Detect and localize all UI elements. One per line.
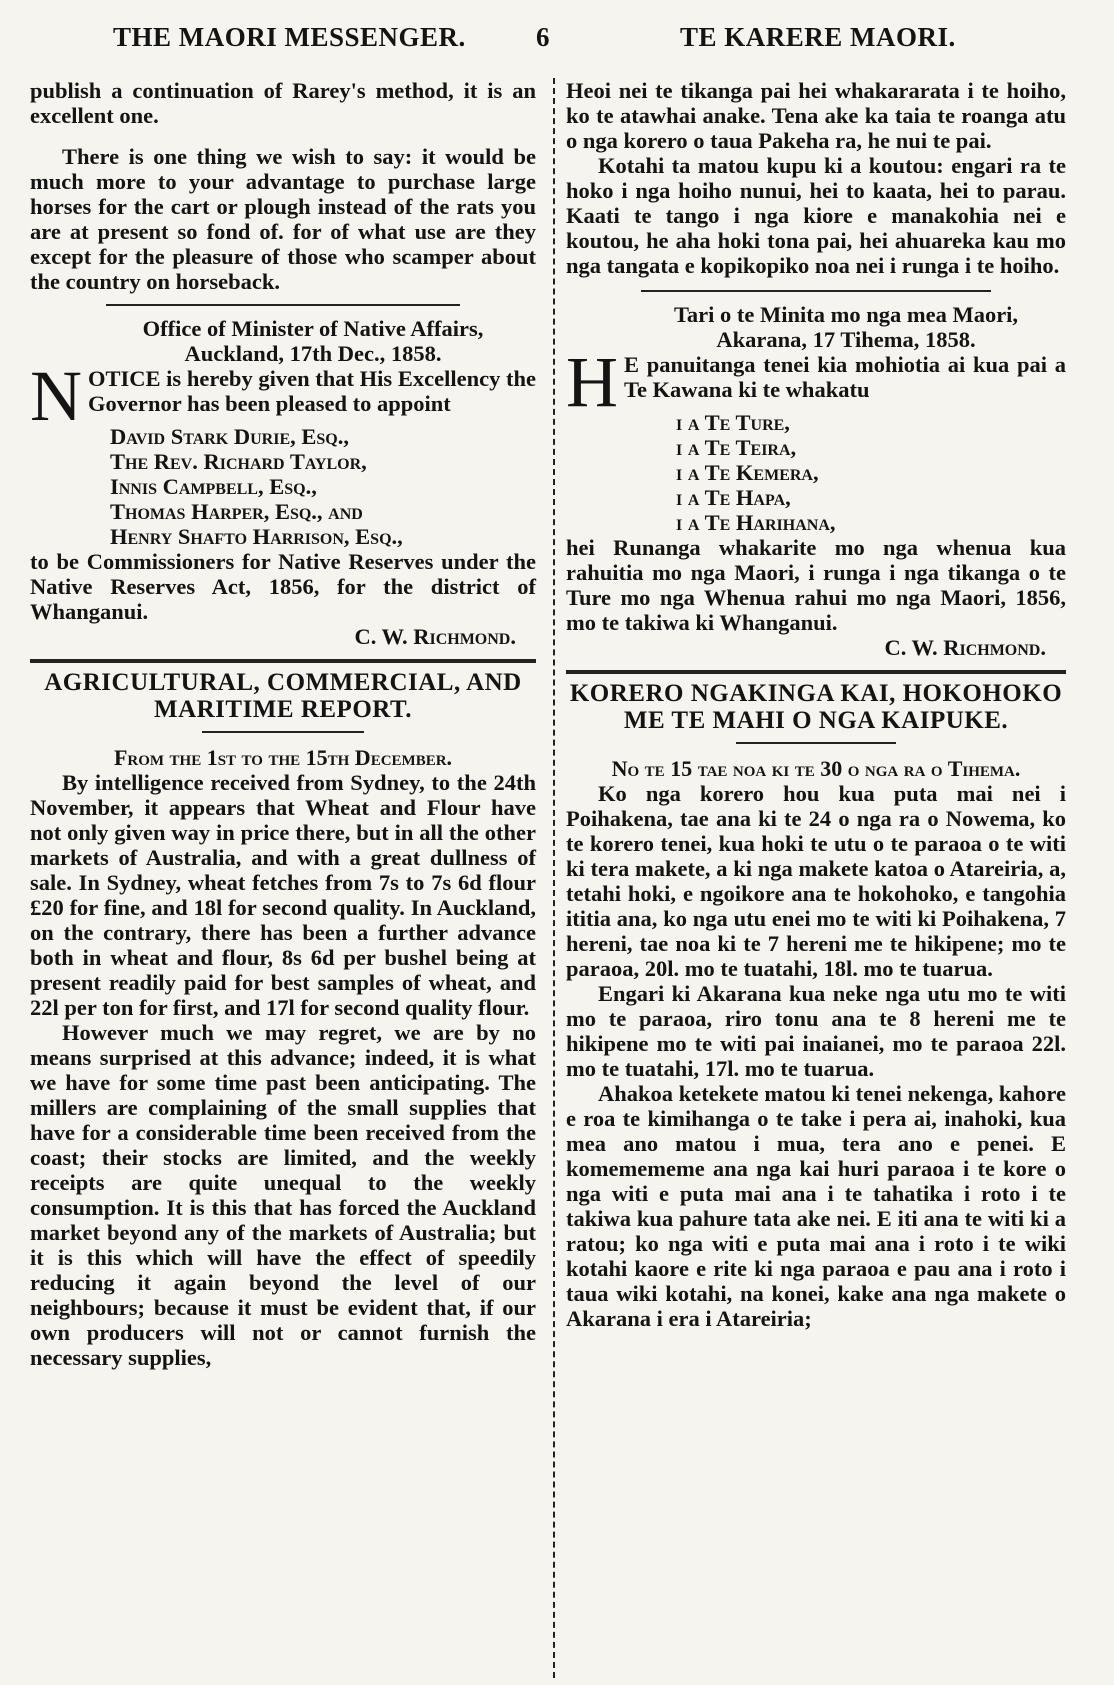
list-item: i a Te Kemera, [676, 460, 819, 485]
maori-column [566, 78, 1066, 1331]
notice-opening [566, 342, 1066, 422]
notice-date-line: Akarana, 17 Tihema, 1858. [716, 327, 976, 352]
list-item: Henry Shafto Harrison, Esq., [110, 524, 403, 549]
report-paragraph: Ko nga korero hou kua puta mai nei i Poihakena, tae ana ki te 24 o nga ra o Nowema, ko te korero tenei, kua hoki te utu o te paraoa o te witi ki tera makete, a ki nga makete katoa o Atareiria, a, tetahi hoki, e ngoikore ana te hokohoko, e tangohia ititia ana, ko nga utu enei mo te witi ki Poihakena, 7 hereni, tae noa ki te 7 hereni me te hikipene; mo te paraoa, 20l. mo te tuatahi, 18l. mo te tuarua. [566, 781, 1066, 981]
list-item: i a Te Teira, [676, 435, 797, 460]
drop-cap: H [566, 342, 618, 422]
section-divider [566, 670, 1066, 674]
list-item: i a Te Hapa, [676, 485, 791, 510]
report-paragraph: Ahakoa ketekete matou ki tenei nekenga, kahore e roa te kimihanga o te take i pera ai, inahoki, kua mea ano matou i mua, tera ano e penei. E komemememe ana nga kai huri paraoa i te kore o nga witi e puta mai ana i te tahatika i roto i te takiwa kua pahure tata ake nei. E iti ana te witi ki a ratou; ko nga witi e puta mai ana i roto i te wiki kotahi kaore e rite ki nga paraoa e pau ana i roto i taua wiki kotahi, na konei, kake ana nga makete o Akarana i era i Atareiria; [566, 1081, 1066, 1331]
list-item: i a Te Harihana, [676, 510, 836, 535]
commissioner-names [30, 424, 536, 549]
report-heading [30, 669, 536, 723]
notice-office-block [566, 302, 1066, 352]
list-item: Innis Campbell, Esq., [110, 474, 317, 499]
section-divider [106, 304, 460, 306]
intro-paragraph: publish a continuation of Rarey's method, it is an excellent one. [30, 78, 536, 128]
report-subheading: From the 1st to the 15th December. [113, 745, 453, 770]
report-heading-line: ME TE MAHI O NGA KAIPUKE. [623, 707, 1009, 734]
list-item: Thomas Harper, Esq., and [110, 499, 363, 524]
header-english-title: THE MAORI MESSENGER. [113, 22, 466, 52]
heading-rule [736, 742, 896, 744]
notice-date-line: Auckland, 17th Dec., 1858. [184, 341, 442, 366]
notice-closing: to be Commissioners for Native Reserves under the Native Reserves Act, 1856, for the district of Whanganui. [30, 549, 536, 624]
notice-office-line: Tari o te Minita mo nga mea Maori, [673, 302, 1019, 327]
heading-rule [202, 731, 364, 733]
list-item: i a Te Ture, [676, 410, 790, 435]
report-heading [566, 680, 1066, 734]
running-header [0, 22, 1114, 62]
drop-cap: N [30, 356, 82, 436]
report-heading-line: KORERO NGAKINGA KAI, HOKOHOKO [569, 680, 1063, 707]
header-maori-title: TE KARERE MAORI. [680, 22, 956, 52]
notice-signature: C. W. Richmond. [354, 624, 516, 649]
notice-opening-text: E panuitanga tenei kia mohiotia ai kua pai a Te Kawana ki te whakatu [624, 352, 1066, 402]
report-subheading: No te 15 tae noa ki te 30 o nga ra o Tihema. [611, 756, 1021, 781]
intro-paragraph: Heoi nei te tikanga pai hei whakararata i te hoiho, ko te atawhai anake. Tena ake ka taia te roanga atu o nga korero o taua Pakeha ra, he nui te pai. [566, 78, 1066, 153]
list-item: The Rev. Richard Taylor, [110, 449, 367, 474]
english-column [30, 78, 536, 1370]
section-divider [641, 290, 991, 292]
report-paragraph: Engari ki Akarana kua neke nga utu mo te witi mo te paraoa, riro tonu ana te 8 hereni me te hikipene mo te witi pai inaianei, mo te paraoa 22l. mo te tuatahi, 17l. mo te tuarua. [566, 981, 1066, 1081]
intro-paragraph: There is one thing we wish to say: it would be much more to your advantage to purchase large horses for the cart or plough instead of the rats you are at present so fond of. for of what use are they except for the pleasure of those who scamper about the country on horseback. [30, 144, 536, 294]
notice-opening [30, 356, 536, 436]
report-paragraph: By intelligence received from Sydney, to the 24th November, it appears that Wheat and Flour have not only given way in price there, but in all the other markets of Australia, and with a great dullness of sale. In Sydney, wheat fetches from 7s to 7s 6d flour £20 for fine, and 18l for second quality. In Auckland, on the contrary, there has been a further advance both in wheat and flour, 8s 6d per bushel being at present readily paid for best samples of wheat, and 22l per ton for first, and 17l for second quality flour. [30, 770, 536, 1020]
list-item: David Stark Durie, Esq., [110, 424, 349, 449]
notice-closing: hei Runanga whakarite mo nga whenua kua rahuitia mo nga Maori, i runga i nga tikanga o te Ture mo nga Whenua rahui mo nga Maori, 1856, mo te takiwa ki Whanganui. [566, 535, 1066, 635]
notice-signature: C. W. Richmond. [884, 635, 1046, 660]
notice-office-line: Office of Minister of Native Affairs, [142, 316, 484, 341]
report-heading-line: AGRICULTURAL, COMMERCIAL, AND [44, 669, 522, 696]
notice-opening-text: OTICE is hereby given that His Excellency the Governor has been pleased to appoint [88, 366, 536, 416]
report-paragraph: However much we may regret, we are by no means surprised at this advance; indeed, it is what we have for some time past been anticipating. The millers are complaining of the small supplies that have for a considerable time been received from the coast; their stocks are limited, and the weekly receipts are quite unequal to the weekly consumption. It is this that has forced the Auckland market beyond any of the markets of Australia; but it is this which will have the effect of speedily reducing it again beyond the level of our neighbours; because it must be evident that, if our own producers will not or cannot furnish the necessary supplies, [30, 1020, 536, 1370]
page-number: 6 [536, 22, 550, 52]
notice-office-block [30, 316, 536, 366]
column-divider [553, 78, 555, 1678]
intro-paragraph: Kotahi ta matou kupu ki a koutou: engari ra te hoko i nga hoiho nunui, hei to kaata, hei to parau. Kaati te tango i nga kiore e manakohia nei e koutou, he aha hoki tona pai, hei ahuareka kau mo nga tangata e kopikopiko noa nei i runga i te hoiho. [566, 153, 1066, 278]
commissioner-names [566, 410, 1066, 535]
section-divider [30, 659, 536, 663]
report-heading-line: MARITIME REPORT. [153, 696, 413, 723]
